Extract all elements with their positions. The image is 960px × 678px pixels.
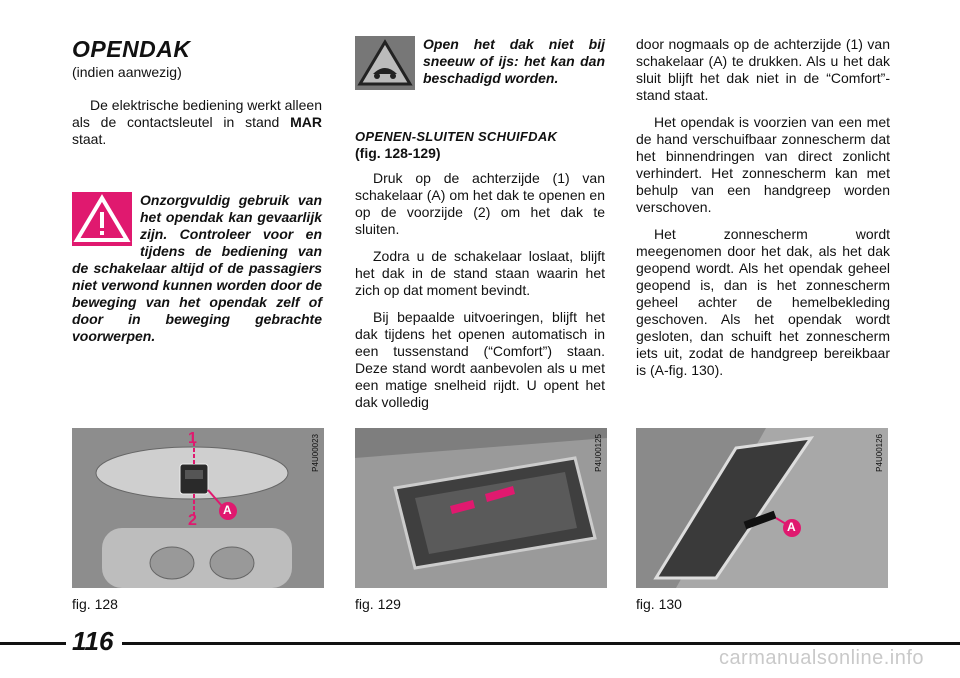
intro-paragraph: De elektrische bediening werkt alleen als de contactsleutel in stand MAR staat. — [72, 97, 322, 147]
paragraph: Zodra u de schakelaar loslaat, blijft het dak in de stand staan waarin het zich op dat moment bevindt. — [355, 248, 605, 298]
figure-130 — [636, 428, 888, 588]
warning-triangle-icon — [72, 192, 132, 246]
section-ref: (fig. 128-129) — [355, 145, 441, 161]
paragraph: Het zonnescherm wordt meegenomen door het dak, als het dak geopend wordt. Als het opendak geheel geopend is, dan is het zonnescherm geheel achter de hemelbekleding geschoven. Als het opendak wordt gesloten, dan schuift het zonnescherm iets uit, zodat de handgreep bereikbaar is (A-fig. 130). — [636, 226, 890, 378]
subtitle: (indien aanwezig) — [72, 64, 182, 80]
column-1 — [72, 36, 322, 345]
warning-text: Onzorgvuldig gebruik van het opendak kan gevaarlijk zijn. Controleer voor en tijdens de bediening van de schakelaar altijd of de passagiers niet verwond kunnen worden door de beweging van het opendak zelf of door in beweging gebrachte voorwerpen. — [72, 192, 322, 344]
figure-caption: fig. 130 — [636, 596, 682, 612]
figure-code: P4U00023 — [311, 434, 320, 472]
sunroof-opening-illustration — [355, 428, 607, 588]
paragraph: door nogmaals op de achterzijde (1) van schakelaar (A) te drukken. Als u het dak sluit blijft het dak niet in de “Comfort”-stand staat. — [636, 36, 890, 103]
callout-a: A — [787, 520, 796, 534]
paragraph: Bij bepaalde uitvoeringen, blijft het dak tijdens het openen automatisch in een tussenstand (“Comfort”) staan. Deze stand wordt aanbevolen als u met een matige snelheid rijdt. U opent het dak volledig — [355, 309, 605, 410]
footer-rule-right — [122, 642, 960, 645]
page-title: OPENDAK — [72, 36, 191, 62]
figure-code: P4U00126 — [875, 434, 884, 472]
section-title: OPENEN-SLUITEN SCHUIFDAK — [355, 129, 558, 144]
warning-block — [72, 192, 322, 345]
callout-a: A — [223, 503, 232, 517]
callout-1: 1 — [188, 430, 197, 447]
caution-car-icon — [355, 36, 415, 90]
paragraph: Druk op de achterzijde (1) van schakelaar (A) om het dak te openen en op de voorzijde (2) om het dak te sluiten. — [355, 170, 605, 237]
figure-caption: fig. 128 — [72, 596, 118, 612]
figure-129 — [355, 428, 607, 588]
sunshade-illustration — [636, 428, 888, 588]
caution-text: Open het dak niet bij sneeuw of ijs: het kan dan beschadigd worden. — [423, 36, 605, 86]
figure-caption: fig. 129 — [355, 596, 401, 612]
roof-switch-illustration — [72, 428, 324, 588]
watermark: carmanualsonline.info — [718, 647, 924, 669]
figure-128 — [72, 428, 324, 588]
figure-code: P4U00125 — [594, 434, 603, 472]
page-number: 116 — [72, 626, 114, 656]
caution-block — [355, 36, 605, 87]
footer-rule-left — [0, 642, 66, 645]
callout-2: 2 — [188, 512, 197, 529]
column-3 — [636, 36, 890, 389]
paragraph: Het opendak is voorzien van een met de hand verschuifbaar zonnescherm dat het binnendringen van direct zonlicht verhindert. Het zonnescherm kan met behulp van een handgreep worden verschoven. — [636, 114, 890, 215]
column-2 — [355, 36, 605, 421]
